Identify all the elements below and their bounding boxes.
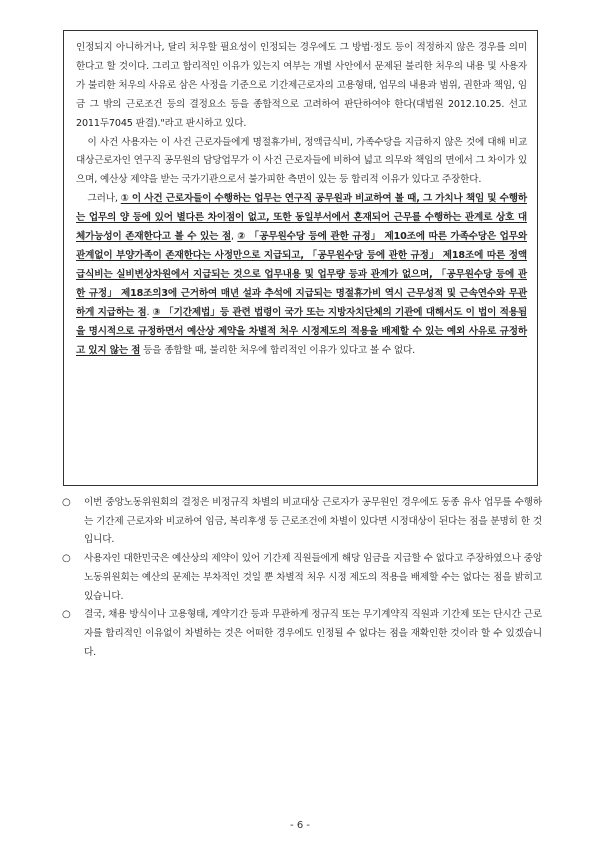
quote-paragraph-3 bbox=[76, 190, 527, 360]
summary-bullet-list bbox=[62, 494, 542, 662]
circle-bullet-icon: ○ bbox=[62, 553, 71, 565]
quote-paragraph-2: 이 사건 사용자는 이 사건 근로자들에게 명절휴가비, 정액급식비, 가족수당을 지급하지 않은 것에 대해 비교대상근로자인 연구직 공무원의 담당업무가 이 사건 근로자들에 비하여 넓고 의무와 책임의 면에서 그 차이가 있으며, 예산상 제약을 받는 국가기관으로서 불가피한 측면이 있는 등 합리적 이유가 있다고 주장한다. bbox=[76, 136, 527, 186]
quote-point-1: ① 이 사건 근로자들이 수행하는 업무는 연구직 공무원과 비교하여 볼 때, 그 가치나 책임 및 수행하는 업무의 양 등에 있어 별다른 차이점이 없고, 또한 동일부서에서 혼재되어 근무를 수행하는 관계로 상호 대체가능성이 존재한다고 볼 수 있는 점 bbox=[76, 193, 527, 243]
quote-p3-separator-1: , bbox=[231, 231, 238, 243]
summary-bullet bbox=[62, 550, 542, 606]
circle-bullet-icon: ○ bbox=[62, 497, 71, 508]
bullet-text: 이번 중앙노동위원회의 결정은 비정규직 차별의 비교대상 근로자가 공무원인 경우에도 동종 유사 업무를 수행하는 기간제 근로자와 비교하여 임금, 복리후생 등 근로조건에 차별이 있다면 시정대상이 된다는 점을 분명히 한 것입니다. bbox=[84, 497, 542, 546]
summary-bullet bbox=[62, 606, 542, 662]
circle-bullet-icon: ○ bbox=[62, 609, 71, 621]
quote-p3-outro: 등을 종합할 때, 불리한 처우에 합리적인 이유가 있다고 볼 수 없다. bbox=[140, 344, 416, 356]
bullet-text: 사용자인 대한민국은 예산상의 제약이 있어 기간제 직원들에게 해당 임금을 지급할 수 없다고 주장하였으나 중앙노동위원회는 예산의 문제는 부차적인 것일 뿐 차별적 처우 시정 제도의 적용을 배제할 수는 없다는 점을 밝히고 있습니다. bbox=[84, 553, 542, 602]
quote-point-2: ② 「공무원수당 등에 관한 규정」 제10조에 따른 가족수당은 업무와 관계없이 부양가족이 존재한다는 사정만으로 지급되고, 「공무원수당 등에 관한 규정」 제18조에 따른 정액급식비는 실비변상차원에서 지급되는 것으로 업무내용 및 업무량 등과 관계가 없으며, 「공무원수당 등에 관한 규정」 제18조의3에 근거하여 매년 설과 추석에 지급되는 명절휴가비 역시 근무성적 및 근속연수와 무관하게 지급하는 점 bbox=[76, 231, 527, 318]
bullet-text: 결국, 채용 방식이나 고용형태, 계약기간 등과 무관하게 정규직 또는 무기계약직 직원과 기간제 또는 단시간 근로자를 합리적인 이유없이 차별하는 것은 어떠한 경우에도 인정될 수 없다는 점을 재확인한 것이라 할 수 있겠습니다. bbox=[84, 609, 542, 658]
quoted-ruling-box bbox=[63, 30, 538, 486]
quote-p3-separator-2: . bbox=[146, 306, 153, 318]
page-number: - 6 - bbox=[290, 820, 310, 831]
quote-paragraph-1: 인정되지 아니하거나, 달리 처우할 필요성이 인정되는 경우에도 그 방법·정도 등이 적정하지 않은 경우를 의미한다고 할 것이다. 그리고 합리적인 이유가 있는지 여부는 개별 사안에서 문제된 불리한 처우의 내용 및 사용자가 불리한 처우의 사유로 삼은 사정을 기준으로 기간제근로자의 고용형태, 업무의 내용과 범위, 권한과 책임, 임금 그 밖의 근로조건 등의 결정요소 등을 종합적으로 고려하여 판단하여야 한다(대법원 2012.10.25. 선고 2011두7045 판결)."라고 판시하고 있다. bbox=[76, 42, 527, 129]
quote-point-3: ③ 「기간제법」등 관련 법령이 국가 또는 지방자치단체의 기관에 대해서도 이 법이 적용됨을 명시적으로 규정하면서 예산상 제약을 차별적 처우 시정제도의 적용을 배제할 수 있는 예외 사유로 규정하고 있지 않는 점 bbox=[76, 306, 527, 356]
summary-bullet bbox=[62, 494, 542, 550]
quote-p3-intro: 그러나, bbox=[87, 193, 121, 205]
